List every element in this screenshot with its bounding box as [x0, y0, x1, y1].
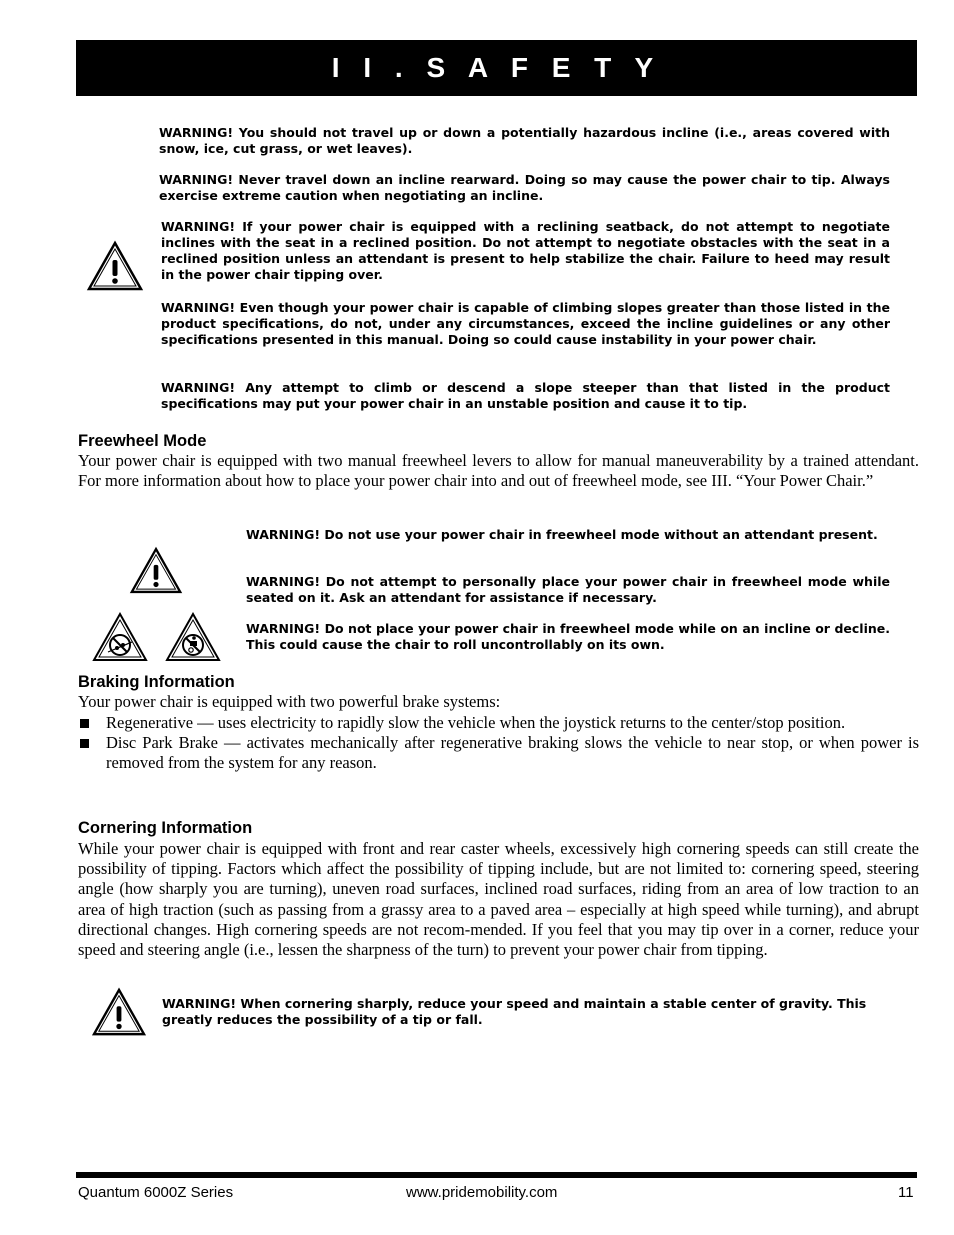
footer-website: www.pridemobility.com [406, 1184, 558, 1201]
warning-text: WARNING! If your power chair is equipped with a reclining seatback, do not attempt to negotiate inclines with the seat in a reclined position. Do not attempt to negotiate obstacles with the seat in a reclined position unless an attendant is present to help stabilize the chair. Failure to heed may result in the power chair tipping over. [161, 219, 890, 282]
warning-text: WARNING! Any attempt to climb or descend a slope steeper than that listed in the product specifications may put your power chair in an unstable position and cause it to tip. [161, 380, 890, 411]
warning-text: WARNING! Even though your power chair is capable of climbing slopes greater than those listed in the product specifications, do not, under any circumstances, exceed the incline guidelines or any other specifications presented in this manual. Doing so could cause instability in your power chair. [161, 300, 890, 347]
braking-list [78, 713, 919, 774]
section-heading-cornering: Cornering Information [78, 819, 253, 837]
bullet-square-icon [80, 739, 89, 748]
page-number: 11 [898, 1184, 914, 1201]
warning-text: WARNING! When cornering sharply, reduce your speed and maintain a stable center of gravity. This greatly reduces the possibility of a tip or fall. [162, 996, 867, 1027]
warning-text: WARNING! Never travel down an incline rearward. Doing so may cause the power chair to tip. Always exercise extreme caution when negotiating an incline. [159, 172, 890, 203]
section-heading-braking: Braking Information [78, 673, 235, 691]
warning-text: WARNING! You should not travel up or down a potentially hazardous incline (i.e., areas covered with snow, ice, cut grass, or wet leaves). [159, 125, 890, 156]
list-item-text: Disc Park Brake — activates mechanically after regenerative braking slows the vehicle to near stop, or when power is removed from the system for any reason. [106, 733, 919, 773]
no-freewheel-incline-icon [92, 612, 148, 662]
page-title: I I . S A F E T Y [76, 40, 917, 96]
bullet-square-icon [80, 719, 89, 728]
footer-divider [76, 1172, 917, 1178]
list-item-text: Regenerative — uses electricity to rapidly slow the vehicle when the joystick returns to the center/stop position. [106, 713, 846, 732]
warning-triangle-icon [91, 987, 147, 1037]
warning-triangle-icon [86, 240, 144, 292]
freewheel-body: Your power chair is equipped with two manual freewheel levers to allow for manual maneuverability by a trained attendant. For more information about how to place your power chair into and out of freewheel mode, see III. “Your Power Chair.” [78, 451, 919, 491]
section-heading-freewheel: Freewheel Mode [78, 432, 207, 450]
footer-series: Quantum 6000Z Series [78, 1184, 234, 1201]
warning-text: WARNING! Do not place your power chair in freewheel mode while on an incline or decline. This could cause the chair to roll uncontrollably on its own. [246, 621, 890, 652]
list-item [78, 733, 919, 773]
warning-triangle-icon [129, 546, 183, 595]
warning-text: WARNING! Do not attempt to personally place your power chair in freewheel mode while seated on it. Ask an attendant for assistance if necessary. [246, 574, 890, 605]
list-item [78, 713, 919, 733]
warning-text: WARNING! Do not use your power chair in freewheel mode without an attendant present. [246, 527, 878, 542]
cornering-body: While your power chair is equipped with front and rear caster wheels, excessively high cornering speeds can still create the possibility of tipping. Factors which affect the possibility of tipping include, but are not limited to: cornering speed, steering angle (how sharply you are turning), uneven road surfaces, inclined road surfaces, riding from an area of low traction to an area of high traction (such as passing from a grassy area to a paved area – especially at high speed while turning), and abrupt directional changes. High cornering speeds are not recom-mended. If you feel that you may tip over in a corner, reduce your speed and steering angle (i.e., lessen the sharpness of the turn) to prevent your power chair from tipping. [78, 839, 919, 960]
no-freewheel-seated-icon [165, 612, 221, 662]
braking-intro: Your power chair is equipped with two powerful brake systems: [78, 692, 501, 711]
